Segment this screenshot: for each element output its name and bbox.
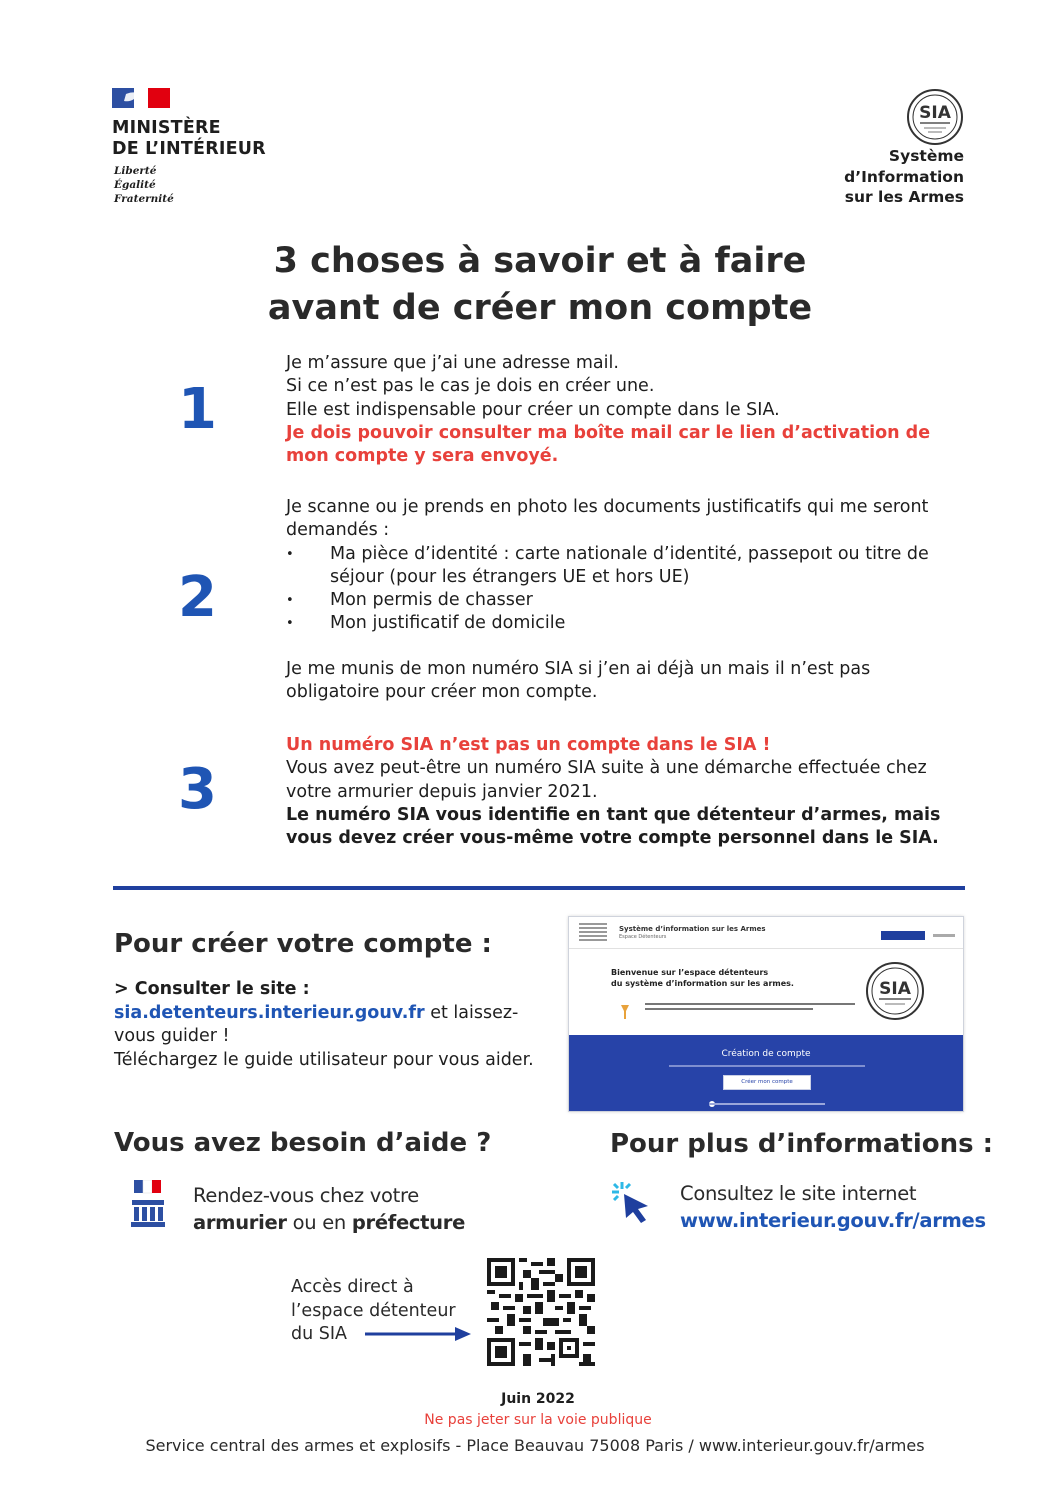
mock-site-title: Système d’information sur les Armes — [619, 925, 766, 933]
cursor-click-icon — [608, 1178, 656, 1226]
step-1-warning: Je dois pouvoir consulter ma boîte mail car le lien d’activation de mon compte y sera envoyé. — [286, 422, 931, 467]
mock-menu — [933, 934, 955, 937]
step-1-line-1: Je m’assure que j’ai une adresse mail. — [286, 353, 619, 373]
qr-label-line-2: l’espace détenteur — [291, 1300, 456, 1321]
help-armurier: armurier — [193, 1211, 287, 1234]
sia-full-name — [744, 146, 964, 208]
sia-logo — [906, 88, 964, 146]
step-1-line-2: Si ce n’est pas le cas je dois en créer une. — [286, 376, 655, 397]
sia-line-3: sur les Armes — [844, 188, 964, 206]
step-3-text: Vous avez peut-être un numéro SIA suite à une démarche effectuée chez votre armurier depuis janvier 2021. — [286, 758, 927, 802]
list-item: • Ma pièce d’identité : carte nationale d’identité, passepoıt ou titre de séjour (pour les étrangers UE et hors UE) — [286, 543, 966, 590]
mock-sia-logo — [865, 961, 925, 1021]
mock-welcome-line-2: du système d’information sur les armes. — [611, 979, 794, 988]
help-line-2 — [193, 1209, 493, 1236]
help-ou-en: ou en — [286, 1211, 352, 1234]
title-line-1: 3 choses à savoir et à faire — [273, 241, 807, 281]
step-2-number: 2 — [178, 565, 217, 630]
site-screenshot — [568, 916, 964, 1112]
create-account-heading: Pour créer votre compte : — [114, 929, 492, 959]
step-1-body — [286, 352, 966, 468]
mock-logo — [579, 923, 607, 943]
consult-link-line — [114, 1002, 554, 1049]
ministry-line-1: MINISTÈRE — [112, 118, 221, 138]
help-text — [193, 1182, 493, 1236]
publication-date: Juin 2022 — [501, 1391, 575, 1407]
key-icon — [619, 1003, 631, 1021]
motto — [114, 164, 254, 206]
mock-welcome — [611, 967, 851, 989]
prefecture-icon — [130, 1180, 166, 1228]
sia-line-2: d’Information — [844, 167, 964, 186]
mock-welcome-line-1: Bienvenue sur l’espace détenteurs — [611, 968, 769, 977]
create-account-text — [114, 978, 554, 1072]
help-prefecture: préfecture — [351, 1211, 466, 1234]
mock-create-band — [569, 1035, 963, 1112]
motto-liberte: Liberté — [114, 165, 157, 177]
consult-after-link: et laissez-vous guider ! — [114, 1002, 519, 1046]
mock-band-fine — [669, 1065, 865, 1067]
step-3-body — [286, 734, 966, 850]
motto-egalite: Égalité — [114, 179, 156, 191]
qr-label-line-1: Accès direct à — [291, 1277, 414, 1297]
step-2-intro: Je scanne ou je prends en photo les documents justificatifs qui me seront demandés : — [286, 497, 929, 541]
mock-fine-print — [645, 1003, 855, 1015]
step-3-bold: Le numéro SIA vous identifie en tant que détenteur d’armes, mais vous devez créer vous-même votre compte personnel dans le SIA. — [286, 804, 941, 849]
svg-text:SIA: SIA — [919, 103, 951, 123]
marianne-logo — [112, 88, 170, 108]
more-info-text — [680, 1180, 986, 1234]
section-divider — [113, 886, 965, 890]
more-info-heading: Pour plus d’informations : — [610, 1129, 994, 1159]
list-item: • Mon justificatif de domicile — [286, 612, 966, 635]
footer-address: Service central des armes et explosifs - Place Beauvau 75008 Paris / www.interieur.gouv.fr/armes — [145, 1436, 925, 1455]
arrow-right-icon — [365, 1326, 473, 1342]
motto-fraternite: Fraternité — [114, 193, 174, 205]
mock-band-footer — [709, 1103, 825, 1105]
step-2-body — [286, 496, 966, 704]
help-heading: Vous avez besoin d’aide ? — [114, 1128, 492, 1158]
ministry-name — [112, 118, 352, 160]
mock-header — [569, 917, 963, 949]
sia-site-link[interactable]: sia.detenteurs.interieur.gouv.fr — [114, 1002, 425, 1023]
mock-band-title: Création de compte — [721, 1049, 811, 1059]
step-1-line-3: Elle est indispensable pour créer un compte dans le SIA. — [286, 399, 780, 420]
consult-label: > Consulter le site : — [114, 979, 310, 999]
qr-label-line-3: du SIA — [291, 1324, 348, 1344]
mock-login-button — [881, 931, 925, 940]
step-2-note: Je me munis de mon numéro SIA si j’en ai déjà un mais il n’est pas obligatoire pour créer mon compte. — [286, 658, 871, 703]
step-1-number: 1 — [178, 377, 217, 442]
step-3-warning: Un numéro SIA n’est pas un compte dans le SIA ! — [286, 735, 771, 755]
step-3-number: 3 — [178, 757, 217, 822]
svg-text:SIA: SIA — [879, 979, 911, 999]
title-line-2: avant de créer mon compte — [267, 288, 813, 328]
mock-site-subtitle: Espace Détenteurs — [619, 934, 667, 940]
help-line-1: Rendez-vous chez votre — [193, 1184, 419, 1207]
documents-list — [286, 543, 966, 636]
guide-text: Téléchargez le guide utilisateur pour vous aider. — [114, 1049, 534, 1070]
page-title — [180, 238, 900, 332]
more-info-line-1: Consultez le site internet — [680, 1182, 917, 1205]
list-item: • Mon permis de chasser — [286, 589, 966, 612]
sia-line-1: Système — [888, 147, 964, 165]
no-throw-notice: Ne pas jeter sur la voie publique — [424, 1412, 652, 1428]
ministry-line-2: DE L’INTÉRIEUR — [112, 139, 266, 159]
qr-code[interactable] — [487, 1258, 595, 1366]
mock-create-button: Créer mon compte — [723, 1075, 811, 1090]
interieur-armes-link[interactable]: www.interieur.gouv.fr/armes — [680, 1209, 986, 1232]
